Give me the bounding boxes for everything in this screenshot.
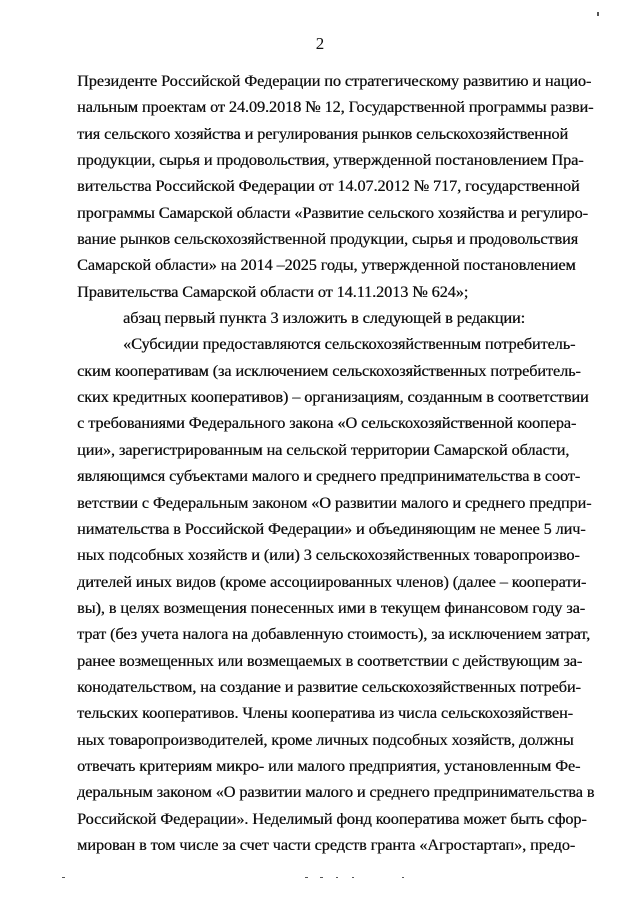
text-line: программы Самарской области «Развитие сельского хозяйства и регулиро- <box>77 202 588 222</box>
text-line: тия сельского хозяйства и регулирования рынков сельскохозяйственной <box>77 123 569 143</box>
text-line: ции», зарегистрированным на сельской территории Самарской области, <box>77 439 570 459</box>
text-line: «Субсидии предоставляются сельскохозяйственным потребитель- <box>123 334 576 354</box>
text-line: вы), в целях возмещения понесенных ими в текущем финансовом году за- <box>77 597 585 617</box>
text-line: ных подсобных хозяйств и (или) 3 сельскохозяйственных товаропроизво- <box>77 545 580 565</box>
text-line: с требованиями Федерального закона «О сельскохозяйственной коопера- <box>77 413 577 433</box>
text-line: деральным законом «О развитии малого и среднего предпринимательства в <box>77 782 595 802</box>
text-line: отвечать критериям микро- или малого предприятия, установленным Фе- <box>77 755 581 775</box>
text-line: вание рынков сельскохозяйственной продукции, сырья и продовольствия <box>77 229 578 249</box>
document-body <box>77 68 595 858</box>
text-line: ранее возмещенных или возмещаемых в соответствии с действующим за- <box>77 650 583 670</box>
scan-artifact <box>597 12 599 16</box>
text-line: мирован в том числе за счет части средств гранта «Агростартап», предо- <box>77 834 576 854</box>
text-line: дителей иных видов (кроме ассоциированных членов) (далее – кооперати- <box>77 571 587 591</box>
text-line: ским кооперативам (за исключением сельскохозяйственных потребитель- <box>77 360 581 380</box>
text-line: тельских кооперативов. Члены кооператива из числа сельскохозяйствен- <box>77 703 573 723</box>
text-line: Правительства Самарской области от 14.11.2013 № 624»; <box>77 281 469 301</box>
scan-artifact <box>402 877 404 878</box>
scan-artifact <box>352 877 354 878</box>
text-line: вительства Российской Федерации от 14.07.2012 № 717, государственной <box>77 176 580 196</box>
text-line: ных товаропроизводителей, кроме личных подсобных хозяйств, должны <box>77 729 574 749</box>
scan-artifact <box>305 877 308 878</box>
text-line: продукции, сырья и продовольствия, утвержденной постановлением Пра- <box>77 150 584 170</box>
text-line: нимательства в Российской Федерации» и объединяющим не менее 5 лич- <box>77 518 586 538</box>
text-line: ских кредитных кооперативов) – организациям, созданным в соответствии <box>77 387 589 407</box>
text-line: Президенте Российской Федерации по стратегическому развитию и нацио- <box>77 71 592 90</box>
scan-artifact <box>62 877 65 878</box>
page-number: 2 <box>315 34 325 53</box>
text-line: Самарской области» на 2014 –2025 годы, утвержденной постановлением <box>77 255 576 275</box>
scan-artifact <box>320 877 323 878</box>
text-line: являющимся субъектами малого и среднего предпринимательства в соот- <box>77 466 581 486</box>
text-line: Российской Федерации». Неделимый фонд кооператива может быть сфор- <box>77 808 587 828</box>
text-line: нальным проектам от 24.09.2018 № 12, Государственной программы разви- <box>77 97 594 117</box>
scan-artifact <box>336 877 338 878</box>
text-line: ветствии с Федеральным законом «О развитии малого и среднего предпри- <box>77 492 592 512</box>
text-line: абзац первый пункта 3 изложить в следующей в редакции: <box>123 308 525 328</box>
text-line: конодательством, на создание и развитие сельскохозяйственных потреби- <box>77 676 581 696</box>
text-line: трат (без учета налога на добавленную стоимость), за исключением затрат, <box>77 624 591 644</box>
